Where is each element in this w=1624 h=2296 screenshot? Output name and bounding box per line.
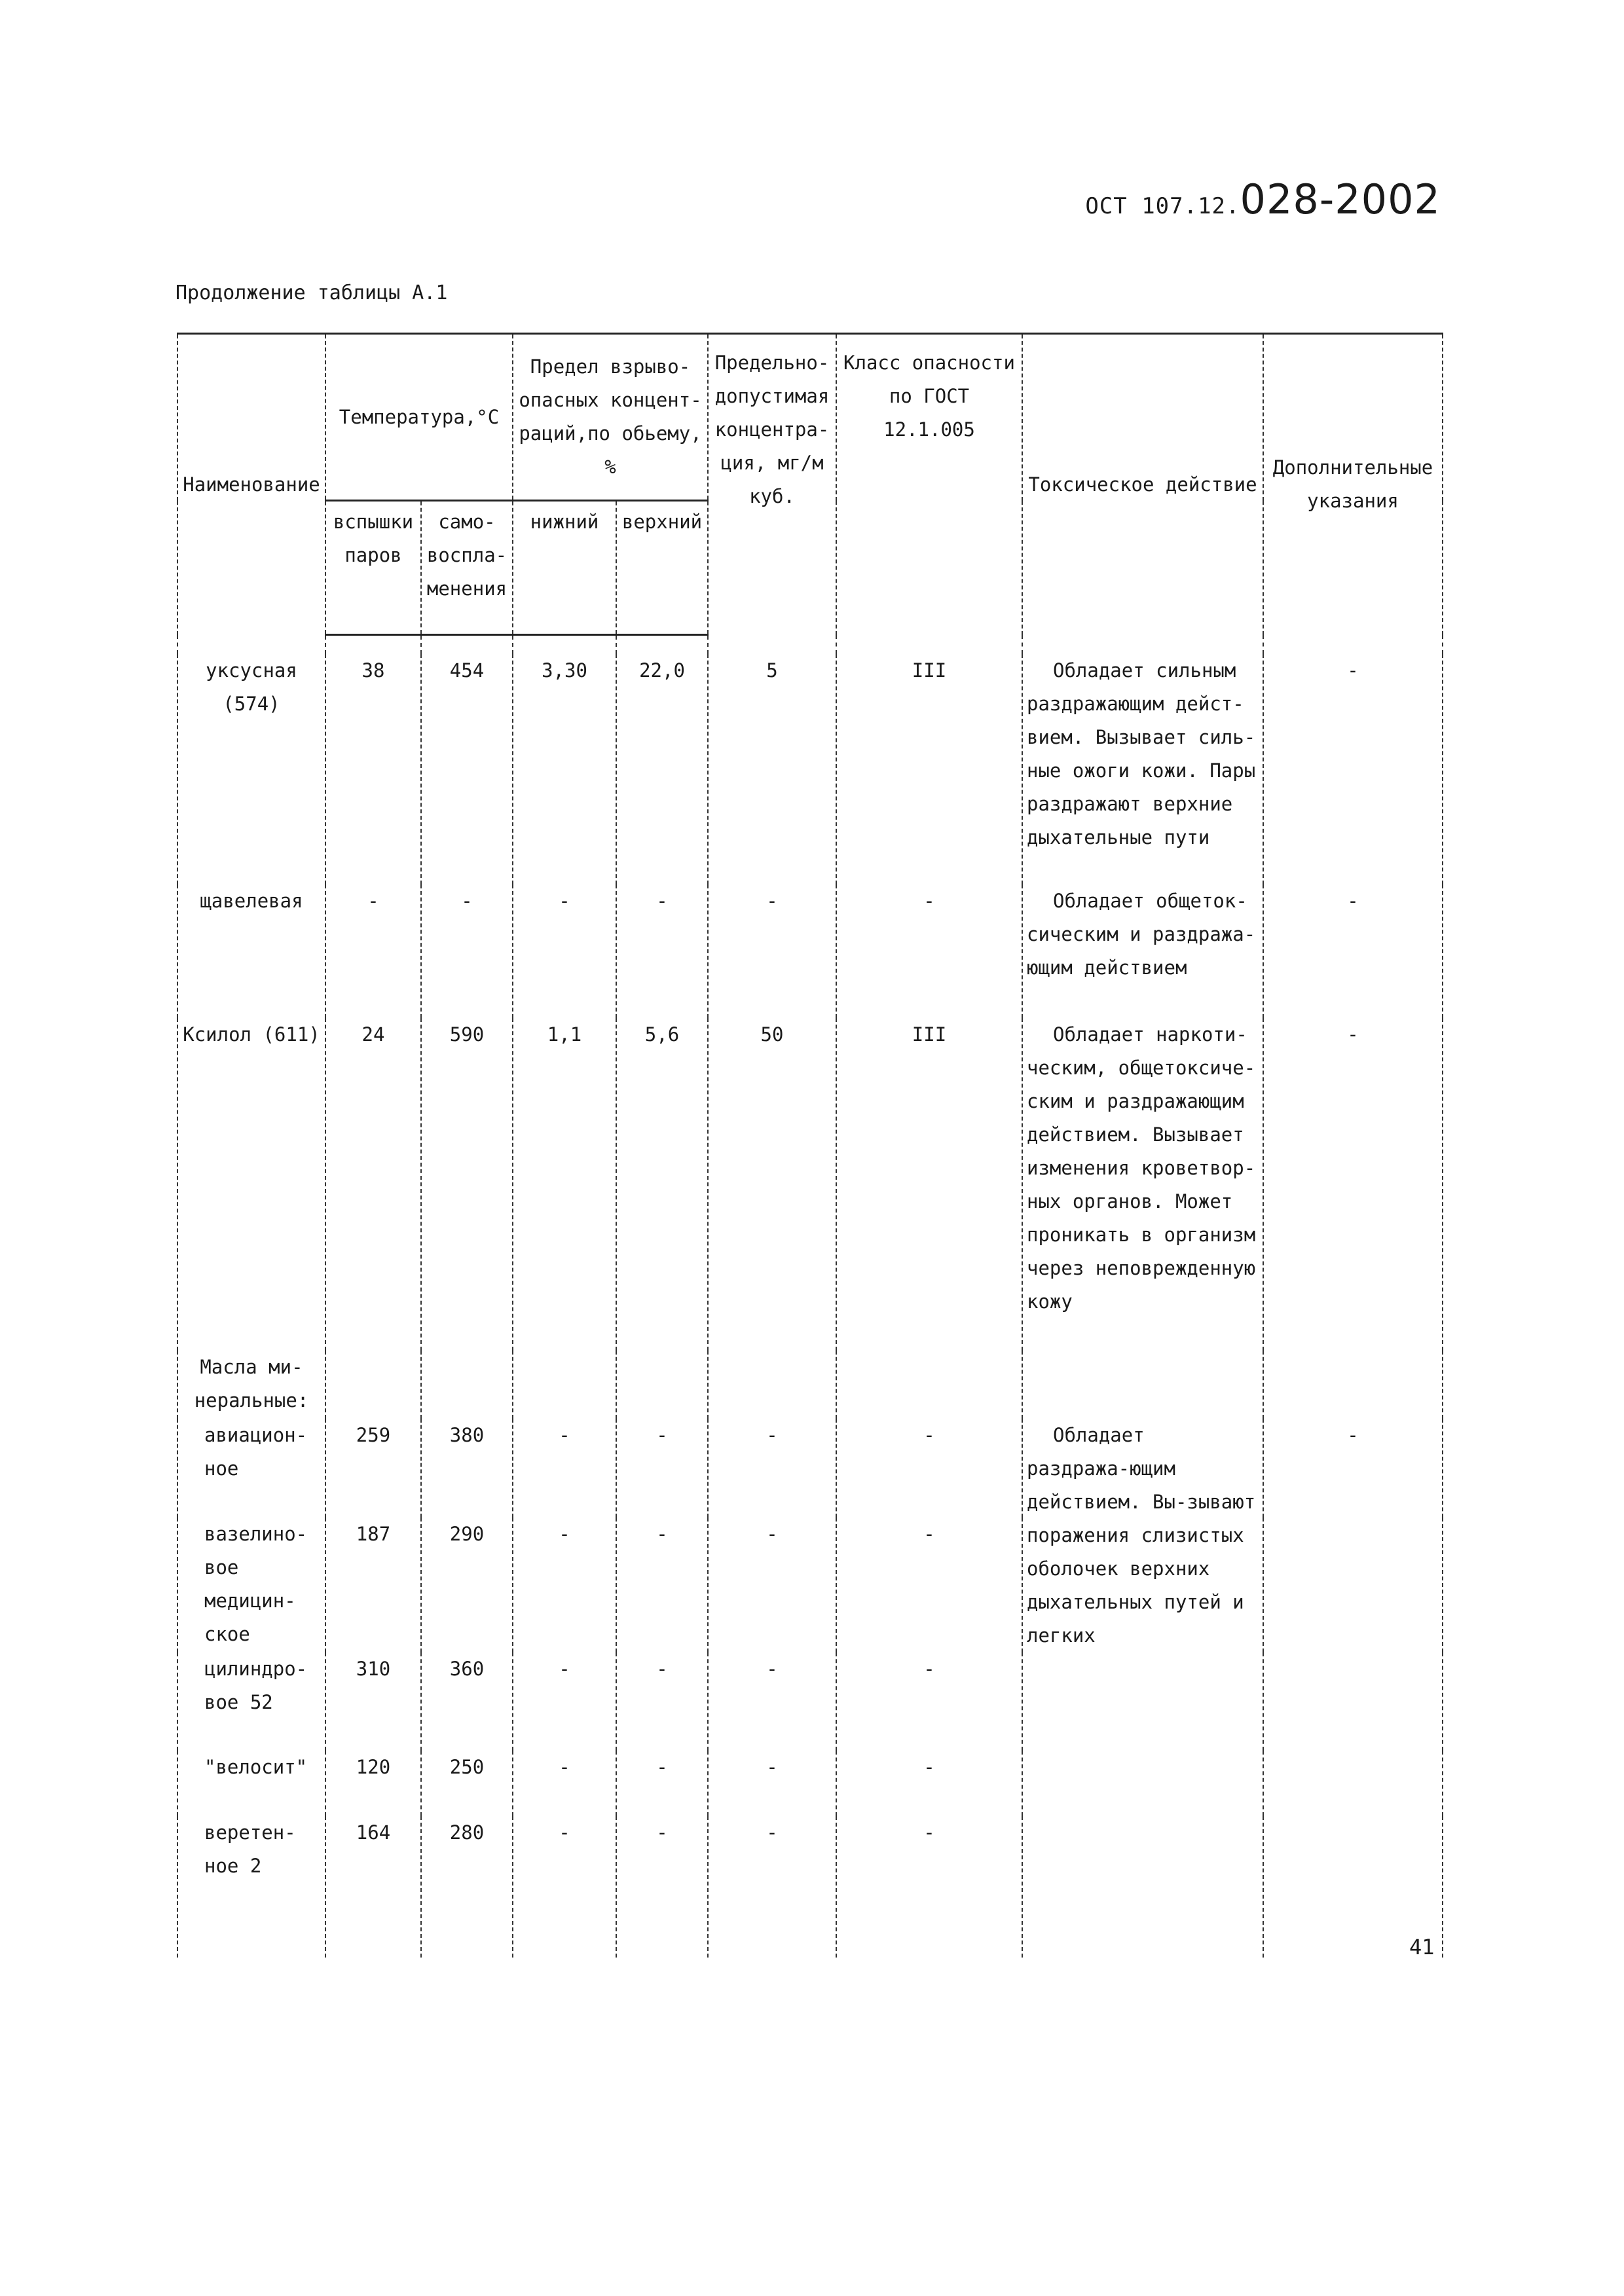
cell-hazard-class: III xyxy=(836,654,1022,884)
table-row xyxy=(177,1018,1443,1351)
col-header-name: Наименование xyxy=(177,334,325,635)
cell-hazard-class: - xyxy=(836,1419,1022,1518)
cell-flash: 310 xyxy=(325,1652,421,1751)
cell-mac: - xyxy=(708,1751,836,1816)
cell-notes xyxy=(1263,1751,1443,1816)
cell-notes: - xyxy=(1263,654,1443,884)
cell-hazard-class: - xyxy=(836,1652,1022,1751)
cell-upper: 22,0 xyxy=(616,654,708,884)
table-row xyxy=(177,654,1443,884)
cell-flash: 24 xyxy=(325,1018,421,1351)
cell-flash: 164 xyxy=(325,1816,421,1958)
cell-lower: - xyxy=(513,884,616,1018)
cell-upper: - xyxy=(616,884,708,1018)
cell-hazard-class: III xyxy=(836,1018,1022,1351)
document-code-prefix: ОСТ 107.12. xyxy=(1085,193,1240,219)
cell-toxic-action xyxy=(1022,1652,1263,1751)
cell-toxic-action: Обладает сильным раздражающим дейст-вием. Вызывает силь-ные ожоги кожи. Пары раздражают верхние дыхательные пути xyxy=(1022,654,1263,884)
col-header-autoignition: само-воспла-менения xyxy=(421,501,513,635)
cell-toxic-action: Обладает общеток-сическим и раздража-ющим действием xyxy=(1022,884,1263,1018)
document-code-number: 028-2002 xyxy=(1240,175,1441,223)
cell-notes: - xyxy=(1263,884,1443,1018)
cell-lower: - xyxy=(513,1652,616,1751)
cell-autoignition: - xyxy=(421,884,513,1018)
cell-lower: - xyxy=(513,1518,616,1652)
cell-upper: - xyxy=(616,1518,708,1652)
cell-upper xyxy=(616,1351,708,1419)
cell-hazard-class xyxy=(836,1351,1022,1419)
cell-autoignition: 454 xyxy=(421,654,513,884)
cell-flash: 120 xyxy=(325,1751,421,1816)
cell-name: уксусная (574) xyxy=(177,654,325,884)
col-header-hazard-class: Класс опасности по ГОСТ 12.1.005 xyxy=(836,334,1022,635)
cell-notes xyxy=(1263,1518,1443,1652)
cell-mac: - xyxy=(708,1816,836,1958)
table-row xyxy=(177,1751,1443,1816)
cell-toxic-action xyxy=(1022,1751,1263,1816)
table-row-group-header xyxy=(177,1351,1443,1419)
cell-mac: - xyxy=(708,1518,836,1652)
col-header-mac: Предельно-допустимая концентра-ция, мг/м куб. xyxy=(708,334,836,635)
cell-toxic-action xyxy=(1022,1816,1263,1958)
table-continuation-label: Продолжение таблицы А.1 xyxy=(175,282,448,304)
cell-flash: 187 xyxy=(325,1518,421,1652)
cell-lower xyxy=(513,1351,616,1419)
cell-name: веретен-ное 2 xyxy=(177,1816,325,1958)
cell-upper: - xyxy=(616,1751,708,1816)
cell-notes xyxy=(1263,1652,1443,1751)
cell-lower: - xyxy=(513,1816,616,1958)
cell-flash: - xyxy=(325,884,421,1018)
cell-flash: 259 xyxy=(325,1419,421,1518)
cell-upper: 5,6 xyxy=(616,1018,708,1351)
cell-hazard-class: - xyxy=(836,884,1022,1018)
cell-name: цилиндро-вое 52 xyxy=(177,1652,325,1751)
hazard-table xyxy=(177,333,1443,1958)
page-number: 41 xyxy=(1409,1935,1435,1959)
cell-mac: - xyxy=(708,1652,836,1751)
cell-mac: - xyxy=(708,884,836,1018)
cell-autoignition: 250 xyxy=(421,1751,513,1816)
cell-flash xyxy=(325,1351,421,1419)
cell-name: "велосит" xyxy=(177,1751,325,1816)
table-row xyxy=(177,1419,1443,1518)
cell-lower: - xyxy=(513,1751,616,1816)
col-header-toxic-action: Токсическое действие xyxy=(1022,334,1263,635)
cell-mac: 5 xyxy=(708,654,836,884)
cell-upper: - xyxy=(616,1816,708,1958)
cell-lower: 1,1 xyxy=(513,1018,616,1351)
col-header-flash: вспышки паров xyxy=(325,501,421,635)
cell-autoignition: 380 xyxy=(421,1419,513,1518)
col-header-notes: Дополнительные указания xyxy=(1263,334,1443,635)
cell-notes: - xyxy=(1263,1419,1443,1518)
col-header-explosive-limits: Предел взрыво-опасных концент-раций,по обьему, % xyxy=(513,334,708,501)
cell-hazard-class: - xyxy=(836,1518,1022,1652)
cell-lower: 3,30 xyxy=(513,654,616,884)
cell-name: вазелино-вое медицин-ское xyxy=(177,1518,325,1652)
cell-mac xyxy=(708,1351,836,1419)
col-header-temperature: Температура,°С xyxy=(325,334,513,501)
table-row xyxy=(177,1652,1443,1751)
cell-toxic-action xyxy=(1022,1351,1263,1419)
cell-hazard-class: - xyxy=(836,1816,1022,1958)
cell-autoignition: 290 xyxy=(421,1518,513,1652)
cell-notes: - xyxy=(1263,1018,1443,1351)
cell-name: Ксилол (611) xyxy=(177,1018,325,1351)
cell-autoignition: 280 xyxy=(421,1816,513,1958)
cell-mac: - xyxy=(708,1419,836,1518)
cell-notes xyxy=(1263,1351,1443,1419)
document-code xyxy=(1085,175,1441,223)
cell-toxic-action: Обладает раздража-ющим действием. Вы-зывают поражения слизистых оболочек верхних дыхательных путей и легких xyxy=(1022,1419,1263,1652)
cell-upper: - xyxy=(616,1419,708,1518)
cell-autoignition: 360 xyxy=(421,1652,513,1751)
cell-mac: 50 xyxy=(708,1018,836,1351)
cell-name: авиацион-ное xyxy=(177,1419,325,1518)
col-header-lower: нижний xyxy=(513,501,616,635)
hazard-table-container xyxy=(177,333,1442,1943)
cell-name: щавелевая xyxy=(177,884,325,1018)
cell-lower: - xyxy=(513,1419,616,1518)
table-row xyxy=(177,884,1443,1018)
cell-hazard-class: - xyxy=(836,1751,1022,1816)
cell-autoignition: 590 xyxy=(421,1018,513,1351)
cell-flash: 38 xyxy=(325,654,421,884)
cell-toxic-action: Обладает наркоти-ческим, общетоксиче-ским и раздражающим действием. Вызывает изменения кроветвор-ных органов. Может проникать в организм через неповрежденную кожу xyxy=(1022,1018,1263,1351)
cell-autoignition xyxy=(421,1351,513,1419)
col-header-upper: верхний xyxy=(616,501,708,635)
cell-upper: - xyxy=(616,1652,708,1751)
table-row xyxy=(177,1816,1443,1958)
cell-name: Масла ми-неральные: xyxy=(177,1351,325,1419)
